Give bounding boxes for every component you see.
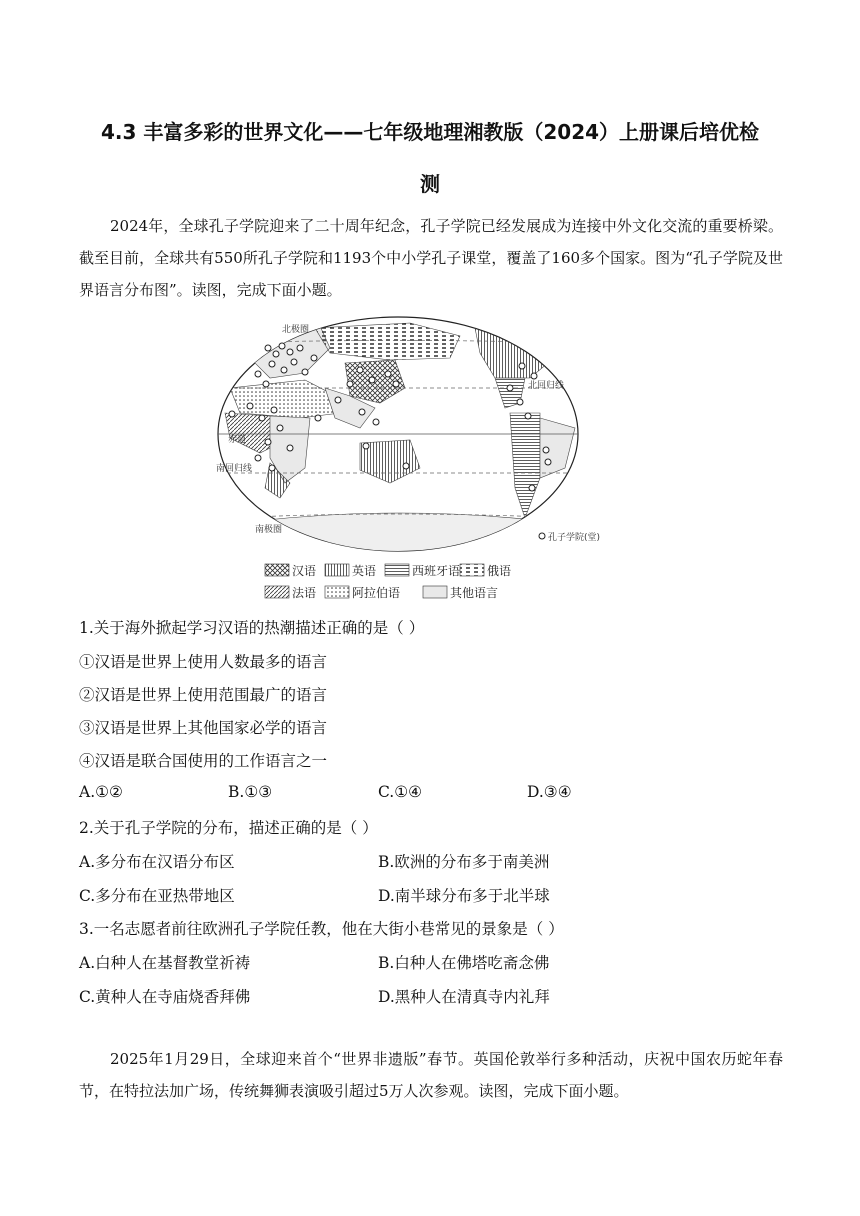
label-institute-legend: 孔子学院(堂) — [548, 533, 601, 543]
label-antarctic-circle: 南极圈 — [255, 525, 283, 535]
question-2-stem: 2.关于孔子学院的分布，描述正确的是（ ） — [79, 819, 378, 837]
question-2-option-d[interactable]: D.南半球分布多于北半球 — [378, 887, 550, 905]
question-1-option-d[interactable]: D.③④ — [527, 783, 572, 801]
question-2-option-c[interactable]: C.多分布在亚热带地区 — [79, 887, 235, 905]
page-title-continued: 测 — [420, 172, 440, 196]
legend-russian: 俄语 — [487, 564, 512, 578]
question-1-option-b[interactable]: B.①③ — [228, 783, 273, 801]
legend-other-languages: 其他语言 — [450, 586, 499, 600]
question-3-option-b[interactable]: B.白种人在佛塔吃斋念佛 — [378, 954, 550, 972]
question-3-option-a[interactable]: A.白种人在基督教堂祈祷 — [79, 954, 251, 972]
legend-french: 法语 — [292, 586, 317, 600]
intro-paragraph-2: 2025年1月29日，全球迎来首个“世界非遗版”春节。英国伦敦举行多种活动，庆祝中国农历蛇年春节，在特拉法加广场，传统舞狮表演吸引超过5万人次参观。读图，完成下面小题。 — [79, 1050, 783, 1100]
world-language-map-figure — [210, 318, 601, 608]
legend-chinese: 汉语 — [292, 564, 317, 578]
label-tropic-of-cancer: 北回归线 — [528, 381, 565, 391]
question-1-stem: 1.关于海外掀起学习汉语的热潮描述正确的是（ ） — [79, 619, 425, 637]
question-1-statement-4: ④汉语是联合国使用的工作语言之一 — [79, 752, 328, 770]
question-2-option-a[interactable]: A.多分布在汉语分布区 — [79, 853, 235, 871]
question-1-statement-3: ③汉语是世界上其他国家必学的语言 — [79, 719, 328, 737]
question-2-option-b[interactable]: B.欧洲的分布多于南美洲 — [378, 853, 550, 871]
label-tropic-of-capricorn: 南回归线 — [216, 464, 253, 474]
question-1-statement-1: ①汉语是世界上使用人数最多的语言 — [79, 653, 328, 671]
question-1-option-a[interactable]: A.①② — [79, 783, 123, 801]
question-3-option-c[interactable]: C.黄种人在寺庙烧香拜佛 — [79, 988, 251, 1006]
question-1-statement-2: ②汉语是世界上使用范围最广的语言 — [79, 686, 328, 704]
question-3-option-d[interactable]: D.黑种人在清真寺内礼拜 — [378, 988, 550, 1006]
map-legend — [265, 563, 511, 600]
page-title: 4.3 丰富多彩的世界文化——七年级地理湘教版（2024）上册课后培优检 — [100, 120, 760, 144]
intro-paragraph: 2024年，全球孔子学院迎来了二十周年纪念，孔子学院已经发展成为连接中外文化交流的重要桥梁。截至目前，全球共有550所孔子学院和1193个中小学孔子课堂，覆盖了160多个国家。图为“孔子学院及世界语言分布图”。读图，完成下面小题。 — [79, 217, 783, 299]
legend-spanish: 西班牙语 — [412, 564, 461, 578]
question-1-option-c[interactable]: C.①④ — [378, 783, 423, 801]
legend-english: 英语 — [352, 564, 377, 578]
question-3-stem: 3.一名志愿者前往欧洲孔子学院任教，他在大街小巷常见的景象是（ ） — [79, 920, 564, 938]
world-map — [210, 318, 601, 608]
legend-arabic: 阿拉伯语 — [352, 586, 401, 600]
label-arctic-circle: 北极圈 — [282, 325, 310, 335]
label-equator: 赤道 — [228, 435, 247, 445]
